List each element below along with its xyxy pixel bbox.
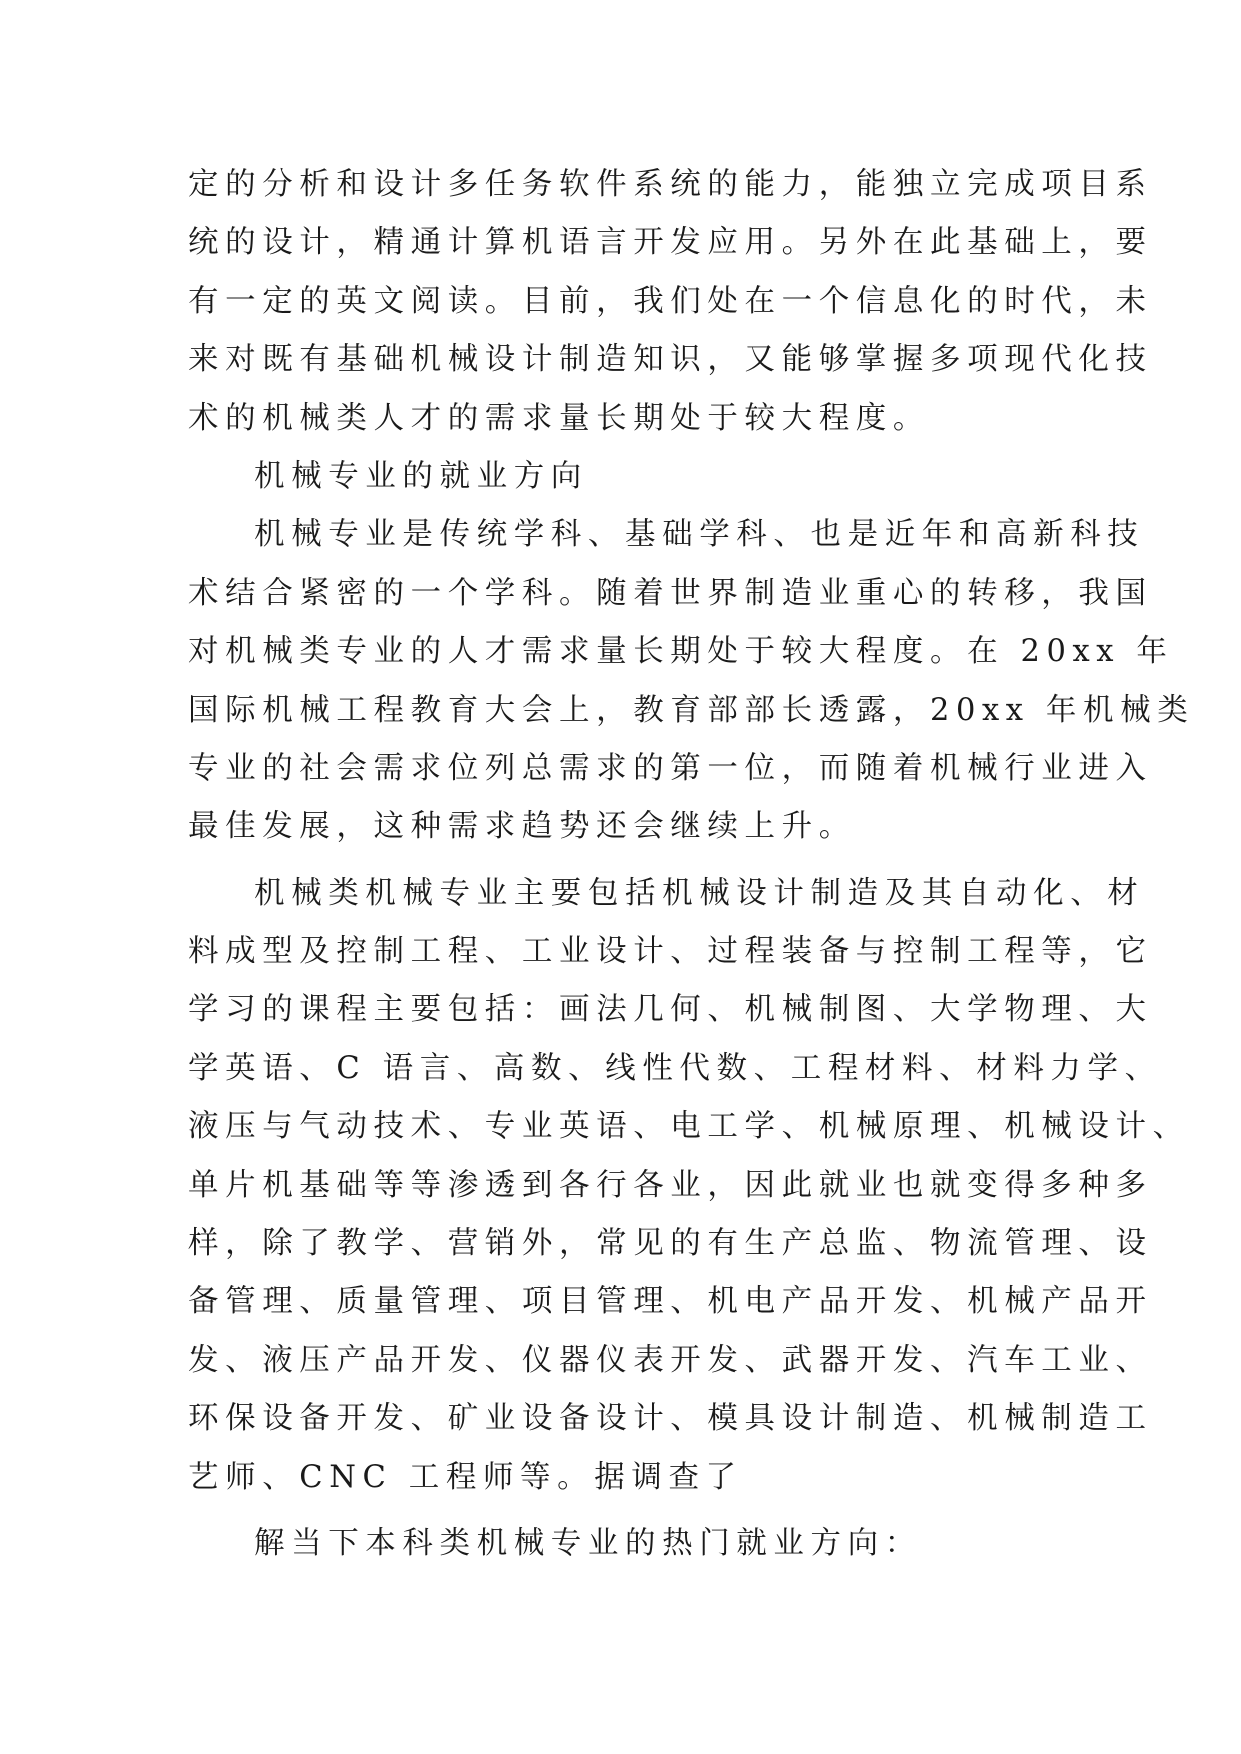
text-line: 解当下本科类机械专业的热门就业方向： — [254, 1525, 922, 1561]
text-line: 定的分析和设计多任务软件系统的能力，能独立完成项目系 — [188, 167, 1153, 202]
paragraph-spacer — [188, 857, 1068, 865]
text-line: 最佳发展，这种需求趋势还会继续上升。 — [188, 809, 856, 845]
text-line: 单片机基础等等渗透到各行各业，因此就业也就变得多种多 — [188, 1167, 1153, 1203]
text-line: 学英语、C 语言、高数、线性代数、工程材料、材料力学、 — [188, 1050, 1162, 1086]
paragraph-intro-continuation — [188, 156, 1153, 448]
text-line: 发、液压产品开发、仪器仪表开发、武器开发、汽车工业、 — [188, 1342, 1153, 1378]
text-line: 样，除了教学、营销外，常见的有生产总监、物流管理、设 — [188, 1226, 1153, 1262]
text-line: 机械类机械专业主要包括机械设计制造及其自动化、材 — [254, 875, 1145, 911]
text-line: 有一定的英文阅读。目前，我们处在一个信息化的时代，未 — [188, 283, 1153, 319]
text-line: 术结合紧密的一个学科。随着世界制造业重心的转移，我国 — [188, 575, 1153, 611]
text-line: 对机械类专业的人才需求量长期处于较大程度。在 20xx 年 — [188, 634, 1174, 670]
document-body — [188, 156, 1195, 1573]
text-line: 学习的课程主要包括：画法几何、机械制图、大学物理、大 — [188, 992, 1153, 1028]
text-line: 液压与气动技术、专业英语、电工学、机械原理、机械设计、 — [188, 1109, 1190, 1145]
text-line: 机械专业是传统学科、基础学科、也是近年和高新科技 — [254, 517, 1145, 553]
text-line: 环保设备开发、矿业设备设计、模具设计制造、机械制造工 — [188, 1401, 1153, 1437]
paragraph-popular-directions — [188, 1515, 1068, 1573]
text-line: 来对既有基础机械设计制造知识，又能够掌握多项现代化技 — [188, 342, 1153, 378]
paragraph-courses-and-careers — [188, 865, 1190, 1507]
text-line: 术的机械类人才的需求量长期处于较大程度。 — [188, 400, 930, 436]
text-line: 备管理、质量管理、项目管理、机电产品开发、机械产品开 — [188, 1284, 1153, 1320]
paragraph-discipline-overview — [188, 506, 1195, 856]
text-line: 统的设计，精通计算机语言开发应用。另外在此基础上，要 — [188, 225, 1153, 261]
text-line: 国际机械工程教育大会上，教育部部长透露，20xx 年机械类 — [188, 692, 1195, 728]
heading-text: 机械专业的就业方向 — [254, 458, 588, 494]
text-line: 料成型及控制工程、工业设计、过程装备与控制工程等，它 — [188, 934, 1153, 970]
text-line: 艺师、CNC 工程师等。据调查了 — [188, 1459, 743, 1495]
paragraph-spacer — [188, 1507, 1068, 1515]
section-heading — [188, 448, 1068, 506]
text-line: 专业的社会需求位列总需求的第一位，而随着机械行业进入 — [188, 750, 1153, 786]
